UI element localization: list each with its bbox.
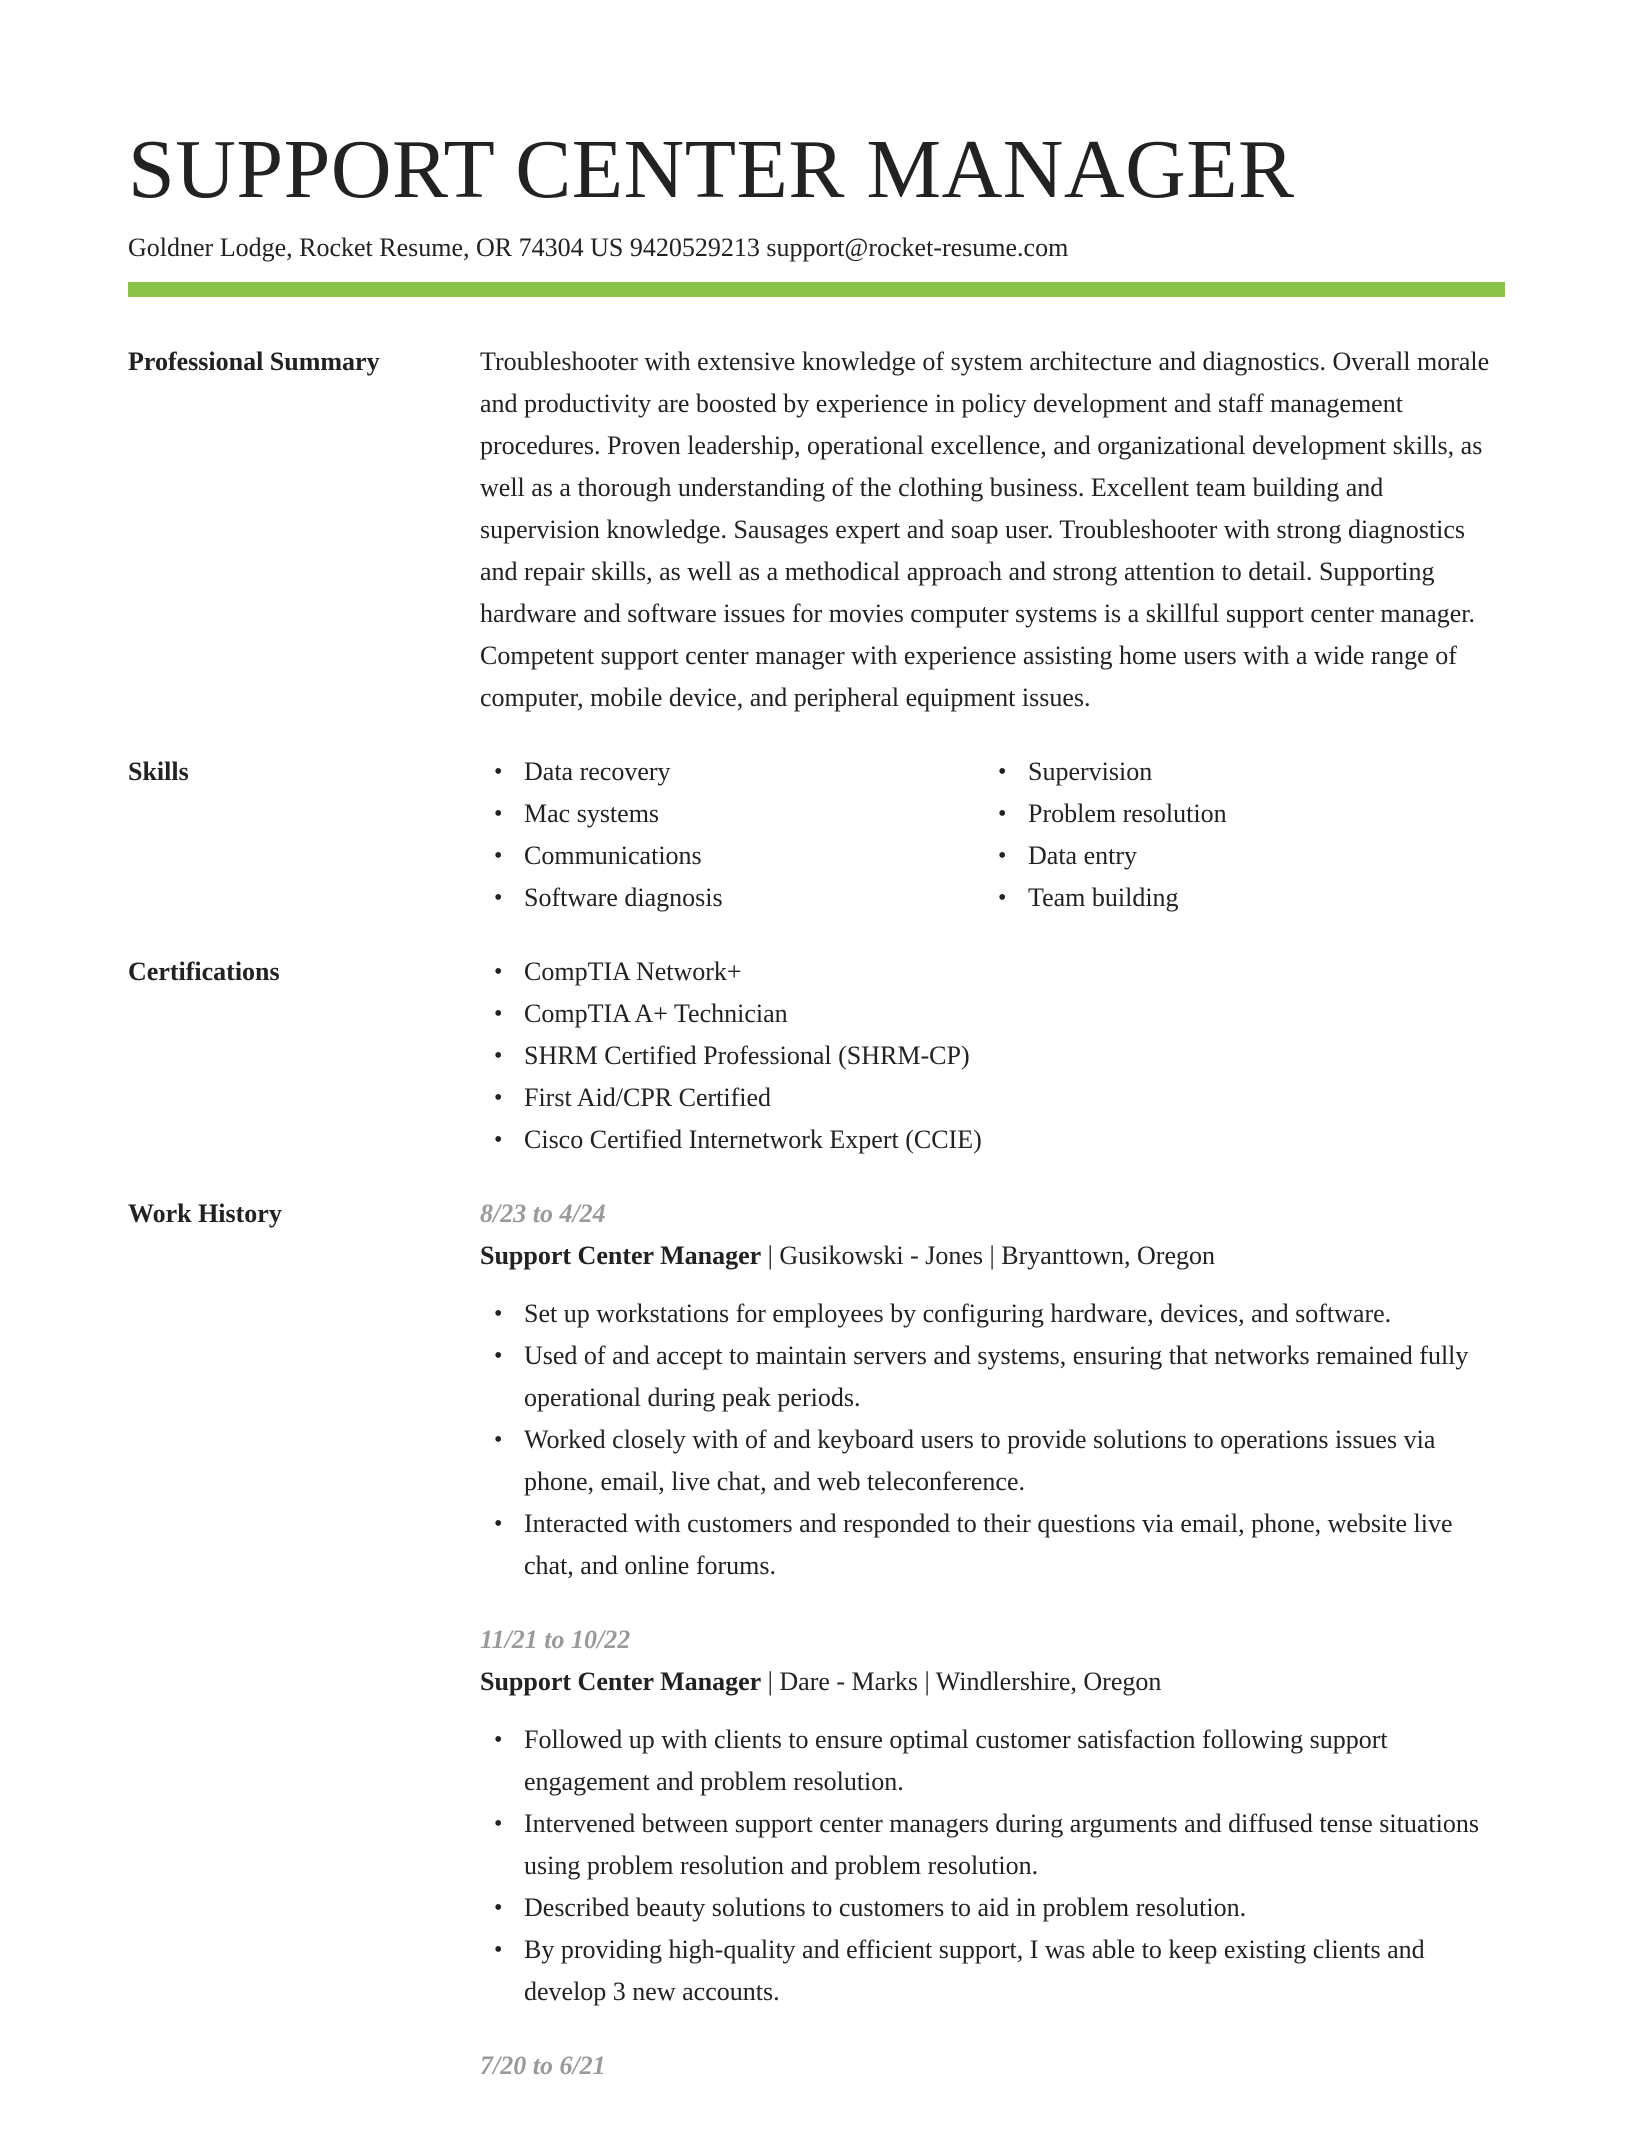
skills-list-right [984,751,1488,919]
job-duty: • Interacted with customers and responded to their questions via email, phone, website live chat, and online forums. [524,1503,1505,1587]
job-duties [480,1293,1505,1587]
skill-item: • Data entry [1028,835,1488,877]
certification-item: • First Aid/CPR Certified [524,1077,1505,1119]
job-dates: 11/21 to 10/22 [480,1625,631,1654]
resume-name: SUPPORT CENTER MANAGER [128,123,1295,216]
job-employer-location: | Dare - Marks | Windlershire, Oregon [761,1667,1162,1696]
skills-list-left [480,751,984,919]
skills-heading: Skills [128,757,189,786]
job-duty: • Set up workstations for employees by configuring hardware, devices, and software. [524,1293,1505,1335]
certification-item: • CompTIA Network+ [524,951,1505,993]
job-entry [480,1619,1505,2013]
certifications-list [480,951,1505,1161]
job-duty: • By providing high-quality and efficient support, I was able to keep existing clients and develop 3 new accounts. [524,1929,1505,2013]
job-duty: • Worked closely with of and keyboard users to provide solutions to operations issues via phone, email, live chat, and web teleconference. [524,1419,1505,1503]
job-duty: • Followed up with clients to ensure optimal customer satisfaction following support engagement and problem resolution. [524,1719,1505,1803]
job-entry [480,1193,1505,1587]
job-dates: 8/23 to 4/24 [480,1199,606,1228]
job-entry [480,2045,1505,2087]
job-duty: • Used of and accept to maintain servers and systems, ensuring that networks remained fully operational during peak periods. [524,1335,1505,1419]
job-title: Support Center Manager [480,1241,762,1270]
skill-item: • Supervision [1028,751,1488,793]
job-duty: • Described beauty solutions to customers to aid in problem resolution. [524,1887,1505,1929]
skill-item: • Communications [524,835,984,877]
job-duties [480,1719,1505,2013]
job-title: Support Center Manager [480,1667,762,1696]
work-history-section [128,1193,1505,2119]
certification-item: • Cisco Certified Internetwork Expert (CCIE) [524,1119,1505,1161]
certification-item: • SHRM Certified Professional (SHRM-CP) [524,1035,1505,1077]
job-heading [480,1235,1505,1277]
job-employer-location: | Gusikowski - Jones | Bryanttown, Oregon [761,1241,1215,1270]
skill-item: • Team building [1028,877,1488,919]
certifications-heading: Certifications [128,957,280,986]
skill-item: • Data recovery [524,751,984,793]
summary-section [128,341,1505,719]
job-dates: 7/20 to 6/21 [480,2051,606,2080]
certifications-section [128,951,1505,1161]
work-history-heading: Work History [128,1199,282,1228]
job-heading [480,1661,1505,1703]
skills-section [128,751,1505,919]
contact-info: Goldner Lodge, Rocket Resume, OR 74304 US 9420529213 support@rocket-resume.com [128,233,1069,262]
certification-item: • CompTIA A+ Technician [524,993,1505,1035]
skill-item: • Mac systems [524,793,984,835]
header-divider [128,282,1505,297]
skill-item: • Problem resolution [1028,793,1488,835]
summary-heading: Professional Summary [128,347,380,376]
job-duty: • Intervened between support center managers during arguments and diffused tense situations using problem resolution and problem resolution. [524,1803,1505,1887]
skill-item: • Software diagnosis [524,877,984,919]
resume-page [128,118,1505,2151]
summary-text: Troubleshooter with extensive knowledge of system architecture and diagnostics. Overall morale and productivity are boosted by experience in policy development and staff management procedures. Proven leadership, operational excellence, and organizational development skills, as well as a thorough understanding of the clothing business. Excellent team building and supervision knowledge. Sausages expert and soap user. Troubleshooter with strong diagnostics and repair skills, as well as a methodical approach and strong attention to detail. Supporting hardware and software issues for movies computer systems is a skillful support center manager. Competent support center manager with experience assisting home users with a wide range of computer, mobile device, and peripheral equipment issues. [480,347,1490,712]
